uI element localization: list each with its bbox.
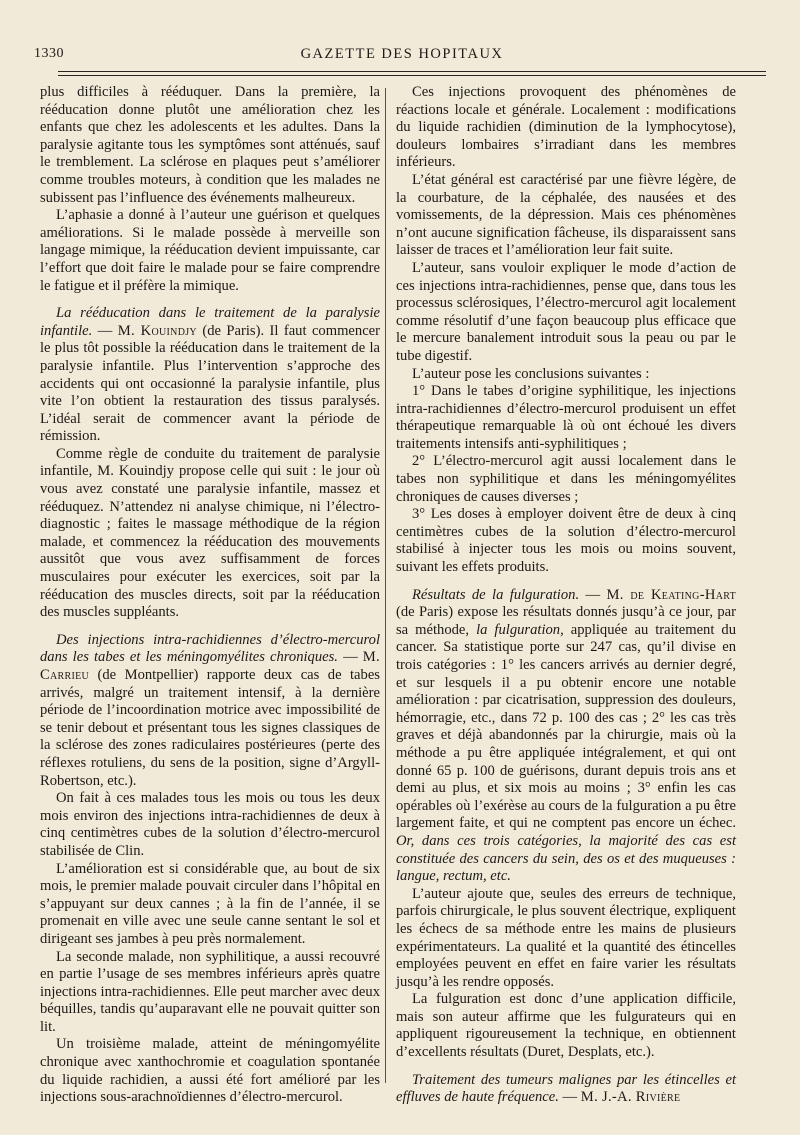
section-title: Résultats de la fulguration. [412, 586, 580, 603]
paragraph: L’aphasie a donné à l’auteur une guérison et quelques améliorations. Si le malade possède à merveille son langage mimique, la rééducation devient impuissante, car l’effort que doit faire le malade pour se faire comprendre le fatigue et il préfère la mimique. [40, 207, 380, 294]
header-rule-top [58, 71, 766, 72]
right-column [396, 84, 736, 1107]
author-name: M. Kouindjy [117, 322, 197, 339]
paragraph: plus difficiles à rééduquer. Dans la première, la rééducation donne plutôt une amélioration chez les enfants que chez les adolescents et les adultes. Dans la paralysie agitante tous les symptômes sont atténués, sauf le tremblement. La sclérose en plaques peut s’améliorer comme troubles moteurs, à condition que les malades ne subissent pas l’influence des événements malheureux. [40, 84, 380, 206]
paragraph: L’auteur, sans vouloir expliquer le mode d’action de ces injections intra-rachidiennes, pense que, dans tous les processus sclérosiques, l’électro-mercurol agit localement comme résolutif d’une façon beaucoup plus efficace que le mercure banalement introduit sous la peau ou par le tube digestif. [396, 259, 736, 364]
section-text: (de Paris). Il faut commencer le plus tôt possible la rééducation dans le traitement de la paralysie infantile. Plus l’intervention s’approche des accidents qui ont occasionné la paralysie infantile, plus vite l’on obtient la restauration des tissus paralysés. L’idéal serait de commencer avant la période de rémission. [40, 322, 381, 445]
paragraph: Un troisième malade, atteint de méningomyélite chronique avec xanthochromie et coagulation spontanée du liquide rachidien, a aussi été fort amélioré par les injections sous-arachnoïdiennes d’électro-mercurol. [40, 1036, 380, 1106]
column-divider [385, 88, 386, 1083]
section-riviere: Traitement des tumeurs malignes par les étincelles et effluves de haute fréquence. — M. J.-A. Rivière [396, 1071, 736, 1106]
section-keating-hart: Résultats de la fulguration. — M. de Keating-Hart (de Paris) expose les résultats donnés jusqu’à ce jour, par sa méthode, la fulguration, appliquée au traitement du cancer. Sa statistique porte sur 247 cas, qu’il divise en trois catégories : 1° les cancers arrivés au dernier degré, et sur lesquels il a pu obtenir encore une notable amélioration : par cicatrisation, suppression des douleurs, hémorragie, etc., dans 72 p. 100 des cas ; 2° les cas très graves et déjà abandonnés par la chirurgie, mais où la méthode a pu être appliquée intégralement, et qui ont donné 65 p. 100 de guérisons, durant depuis trois ans et demi au plus, et six mois au moins ; 3° enfin les cas opérables où l’exérèse au cours de la fulguration a pu être largement faite, et qui ne comptent pas encore un échec. Or, dans ces trois catégories, la majorité des cas est constituée des cancers du sein, des os et des muqueuses : langue, rectum, etc. [396, 586, 737, 885]
header-rule-bottom [58, 75, 766, 76]
paragraph: L’auteur pose les conclusions suivantes : [412, 365, 650, 382]
author-name: M. Carrieu [40, 649, 380, 683]
running-title: GAZETTE DES HOPITAUX [300, 46, 504, 62]
conclusion-item: 2° L’électro-mercurol agit aussi localement dans le tabes non syphilitique et dans les méningomyélites chroniques de causes diverses ; [396, 453, 736, 505]
conclusion-item: 1° Dans le tabes d’origine syphilitique, les injections intra-rachidiennes d’électro-mercurol produisent un effet thérapeutique remarquable là où ont échoué les divers traitements intensifs anti-syphilitiques ; [396, 383, 736, 452]
author-name: M. J.-A. Rivière [580, 1089, 681, 1106]
section-carrieu: Des injections intra-rachidiennes d’électro-mercurol dans les tabes et les méningomyélites chroniques. — M. Carrieu (de Montpellier) rapporte deux cas de tabes arrivés, malgré un traitement intensif, à la dernière période de l’incoordination motrice avec impossibilité de se tenir debout et présentant tous les signes classiques de la sclérose des zones radiculaires postérieures (perte des réflexes rotuliens, du sens de la position, signe d’Argyll-Robertson, etc.). [40, 631, 380, 789]
section-title: Des injections intra-rachidiennes d’électro-mercurol dans les tabes et les méningomyélites chroniques. [40, 631, 380, 666]
emphasis: la fulguration, [476, 621, 564, 638]
paragraph: La fulguration est donc d’une application difficile, mais son auteur affirme que les fulgurateurs qui en appliquent rigoureusement la technique, en obtiennent d’excellents résultats (Duret, Desplats, etc.). [396, 991, 736, 1061]
page-header [34, 44, 770, 68]
emphasis: Or, dans ces trois catégories, la majorité des cas est constituée des cancers du sein, des os et des muqueuses : langue, rectum, etc. [396, 832, 736, 885]
paragraph: L’auteur ajoute que, seules des erreurs de technique, parfois chirurgicale, le plus souvent électrique, expliquent les échecs de sa méthode entre les mains de plusieurs expérimentateurs. La qualité et la quantité des étincelles employées peuvent en effet en faire varier les résultats jusqu’à les rendre opposés. [396, 885, 736, 990]
section-text: appliquée au traitement du cancer. Sa statistique porte sur 247 cas, qu’il divise en trois catégories : 1° les cancers arrivés au dernier degré, et sur lesquels il a pu obtenir encore une notable amélioration : par cicatrisation, suppression des douleurs, hémorragie, etc., dans 72 p. 100 des cas ; 2° les cas très graves et déjà abandonnés par la chirurgie, mais où la méthode a pu être appliquée intégralement, et qui ont donné 65 p. 100 de guérisons, durant depuis trois ans et demi au plus, et six mois au moins ; 3° enfin les cas opérables où l’exérèse au cours de la fulguration a pu être largement faite, et qui ne comptent pas encore un échec. [396, 621, 736, 832]
paragraph: Ces injections provoquent des phénomènes de réactions locale et générale. Localement : modifications du liquide rachidien (diminution de la lymphocytose), douleurs lombaires s’irradiant dans les membres inférieurs. [396, 84, 736, 171]
paragraph: On fait à ces malades tous les mois ou tous les deux mois environ des injections intra-rachidiennes de deux à cinq centimètres cubes de la solution d’électro-mercurol stabilisée de Clin. [40, 790, 380, 859]
paragraph: L’état général est caractérisé par une fièvre légère, de la courbature, de la céphalée, des nausées et des vomissements, de la dépression. Mais ces phénomènes n’ont aucune signification fâcheuse, ils disparaissent sans laisser de traces et l’amélioration leur fait suite. [396, 171, 736, 259]
section-title: Traitement des tumeurs malignes par les étincelles et effluves de haute fréquence. [396, 1071, 736, 1106]
section-title: La rééducation dans le traitement de la paralysie infantile. [40, 305, 380, 339]
section-kouindjy: La rééducation dans le traitement de la paralysie infantile. — M. Kouindjy (de Paris). Il faut commencer le plus tôt possible la rééducation dans le traitement de la paralysie infantile. Plus l’intervention s’approche des accidents qui ont occasionné la paralysie infantile, plus vite l’on obtient la restauration des tissus paralysés. L’idéal serait de commencer avant la période de rémission. [40, 305, 381, 445]
page-number: 1330 [34, 46, 64, 61]
paragraph: La seconde malade, non syphilitique, a aussi recouvré en partie l’usage de ses membres inférieurs après quatre injections intra-rachidiennes. Elle peut marcher avec deux béquilles, tandis qu’auparavant elle ne pouvait quitter son lit. [40, 948, 380, 1035]
paragraph: L’amélioration est si considérable que, au bout de six mois, le premier malade pouvait circuler dans l’hôpital en s’appuyant sur deux cannes ; à la fin de l’année, il se promenait en ville avec une seule canne sentant le sol et dirigeant ses jambes à peu près normalement. [40, 860, 380, 947]
left-column [40, 84, 380, 1107]
section-text: (de Montpellier) rapporte deux cas de tabes arrivés, malgré un traitement intensif, à la dernière période de l’incoordination motrice avec impossibilité de se tenir debout et présentant tous les signes classiques de la sclérose des zones radiculaires postérieures (perte des réflexes rotuliens, du sens de la position, signe d’Argyll-Robertson, etc.). [40, 667, 380, 789]
conclusion-item: 3° Les doses à employer doivent être de deux à cinq centimètres cubes de la solution d’électro-mercurol stabilisé à injecter tous les mois ou moins souvent, suivant les effets produits. [396, 506, 736, 576]
section-text: (de Paris) expose les résultats donnés jusqu’à ce jour, par sa méthode, [396, 604, 736, 638]
paragraph: Comme règle de conduite du traitement de paralysie infantile, M. Kouindjy propose celle qui suit : le jour où vous avez constaté une paralysie infantile, massez et rééduquez. N’attendez ni analyse chimique, ni l’électro-diagnostic ; faites le massage méthodique de la région malade, et commencez la rééducation des mouvements aussitôt que vous avez suffisamment de forces musculaires pour exécuter les exercices, soit par la rééducation des muscles directs, soit par la rééducation des muscles suppléants. [40, 445, 380, 621]
author-name: M. de Keating-Hart [606, 586, 737, 603]
